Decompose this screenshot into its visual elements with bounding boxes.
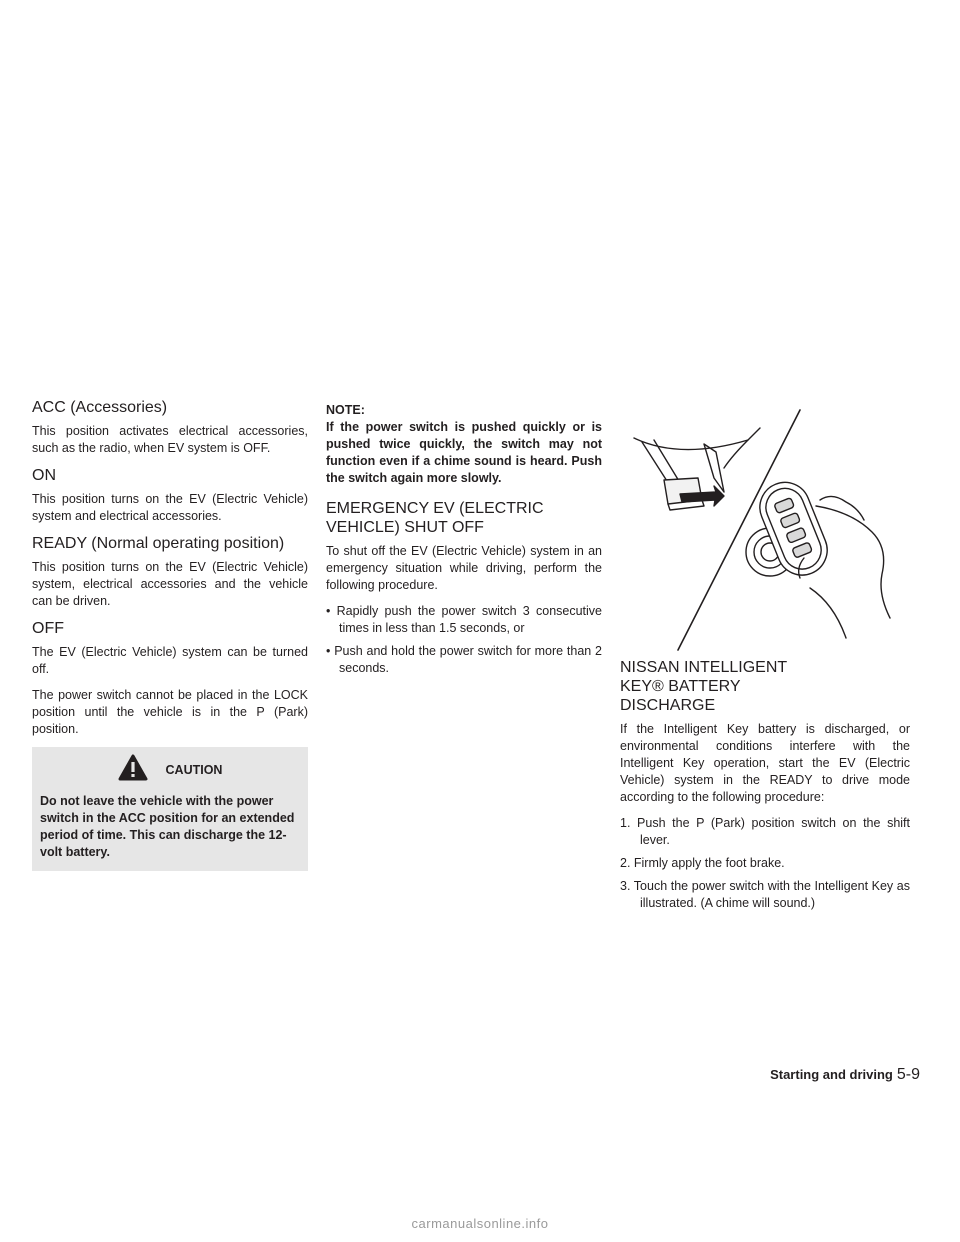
emergency-steps	[326, 603, 602, 677]
discharge-heading: NISSAN INTELLIGENT KEY® BATTERY DISCHARGE	[620, 659, 787, 714]
on-heading: ON	[32, 467, 56, 484]
caution-header	[40, 755, 300, 785]
column-left	[32, 398, 308, 871]
note-text: If the power switch is pushed quickly or is pushed twice quickly, the switch may not function even if a chime sound is heard. Push the switch again more slowly.	[326, 420, 602, 485]
page-footer	[770, 1066, 920, 1084]
discharge-text: If the Intelligent Key battery is discharged, or environmental conditions interfere with the Intelligent Key operation, start the EV (Electric Vehicle) system in the READY to drive mode according to the following procedure:	[620, 722, 910, 804]
caution-box	[32, 747, 308, 871]
acc-text: This position activates electrical accessories, such as the radio, when EV system is OFF.	[32, 424, 308, 455]
watermark: carmanualsonline.info	[411, 1216, 549, 1231]
on-text: This position turns on the EV (Electric Vehicle) system and electrical accessories.	[32, 492, 308, 523]
list-item: 3. Touch the power switch with the Intelligent Key as illustrated. (A chime will sound.)	[620, 879, 910, 910]
ready-text: This position turns on the EV (Electric Vehicle) system, electrical accessories and the vehicle can be driven.	[32, 560, 308, 608]
list-item: • Push and hold the power switch for more than 2 seconds.	[326, 644, 602, 675]
discharge-steps	[620, 815, 910, 912]
warning-triangle-icon	[118, 754, 148, 786]
column-middle	[326, 402, 602, 683]
emergency-heading: EMERGENCY EV (ELECTRIC VEHICLE) SHUT OFF	[326, 500, 544, 536]
off-text-1: The EV (Electric Vehicle) system can be turned off.	[32, 645, 308, 676]
intelligent-key-illustration	[620, 408, 910, 654]
list-item: • Rapidly push the power switch 3 consecutive times in less than 1.5 seconds, or	[326, 604, 602, 635]
off-heading: OFF	[32, 620, 64, 637]
list-item: 1. Push the P (Park) position switch on the shift lever.	[620, 816, 910, 847]
acc-heading: ACC (Accessories)	[32, 399, 168, 416]
caution-text: Do not leave the vehicle with the power switch in the ACC position for an extended period of time. This can discharge the 12-volt battery.	[40, 794, 295, 859]
note-title: NOTE:	[326, 403, 365, 417]
list-item: 2. Firmly apply the foot brake.	[620, 856, 785, 870]
emergency-text: To shut off the EV (Electric Vehicle) system in an emergency situation while driving, perform the following procedure.	[326, 544, 602, 592]
caution-title: CAUTION	[165, 763, 223, 777]
ready-heading: READY (Normal operating position)	[32, 535, 285, 552]
off-text-2: The power switch cannot be placed in the LOCK position until the vehicle is in the P (Park) position.	[32, 688, 308, 736]
page-number: 5-9	[896, 1066, 920, 1083]
column-right	[620, 658, 910, 918]
footer-section-name: Starting and driving	[770, 1067, 893, 1082]
